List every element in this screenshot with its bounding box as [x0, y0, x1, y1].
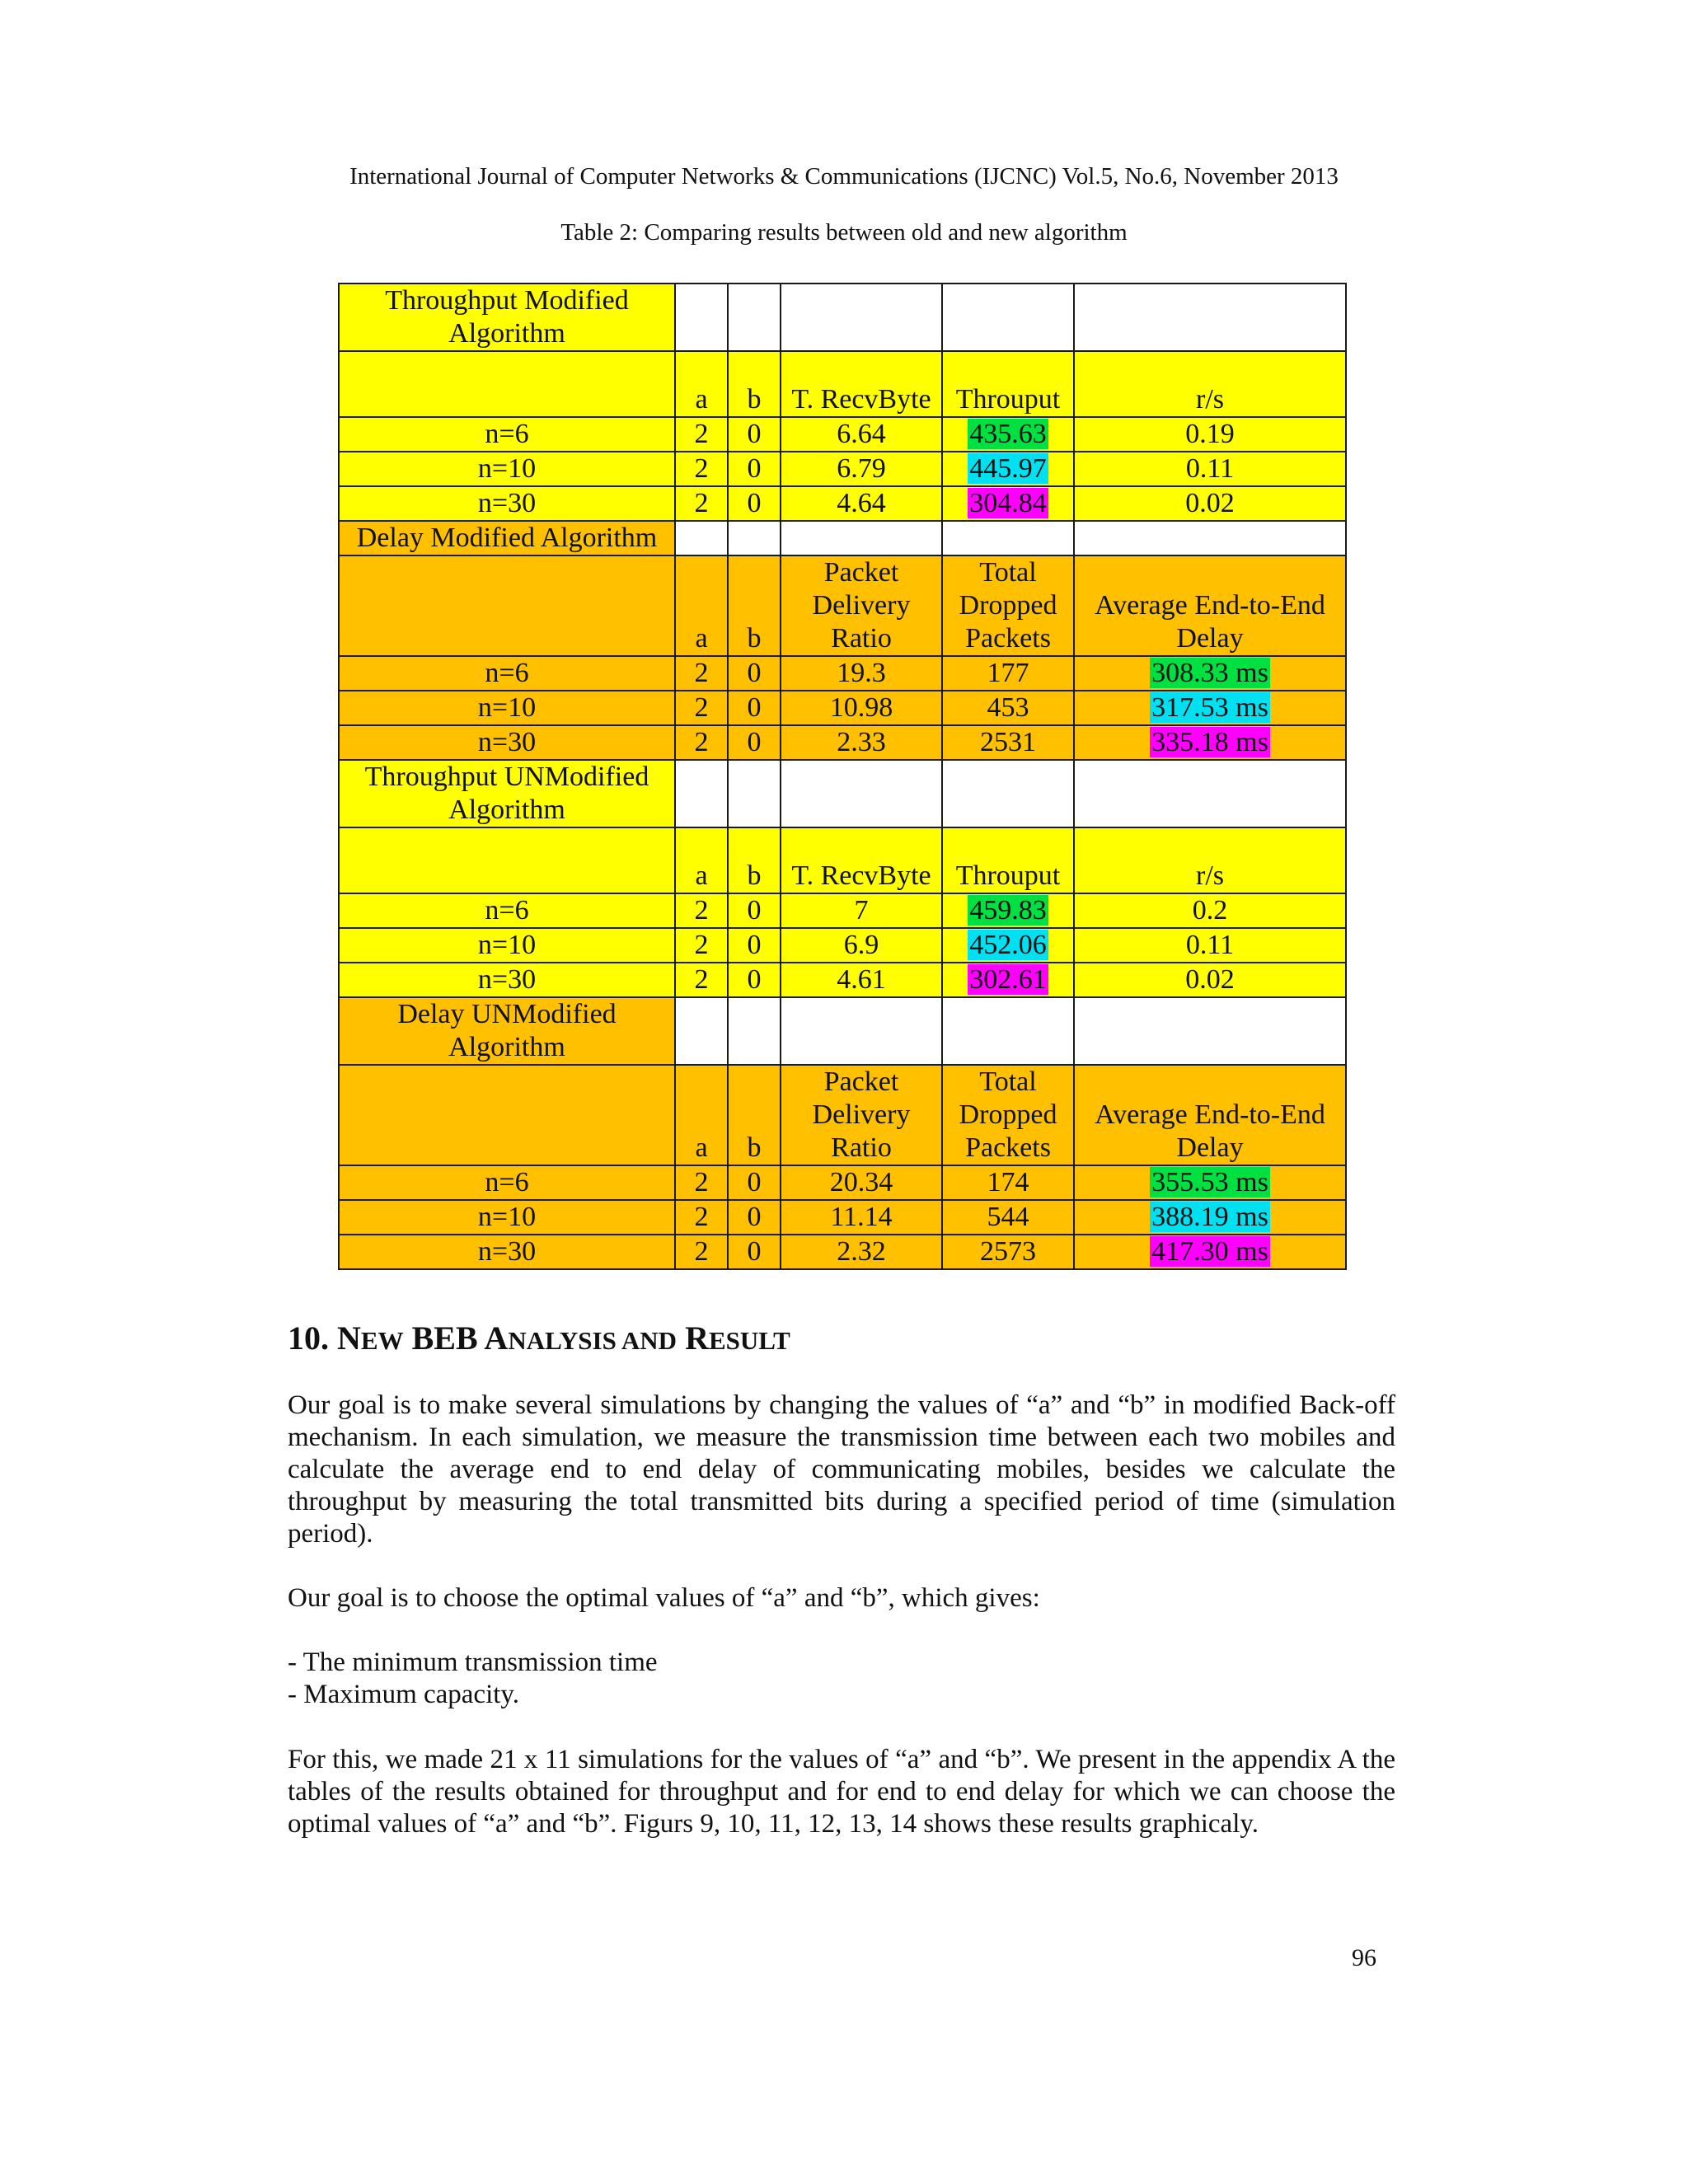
table-cell [339, 1065, 675, 1165]
header-rs: r/s [1074, 827, 1346, 893]
header-delay: Average End-to-End Delay [1074, 555, 1346, 656]
table-cell: 0 [728, 1165, 781, 1200]
table-cell: 2 [675, 1200, 728, 1235]
table-cell [942, 284, 1074, 351]
table-cell: 0 [728, 963, 781, 997]
highlight-magenta: 335.18 ms [1151, 727, 1268, 757]
table-cell [1074, 284, 1346, 351]
table-cell: 0.11 [1074, 928, 1346, 963]
table-cell: n=30 [339, 1235, 675, 1269]
table-row [339, 725, 1346, 760]
header-a: a [675, 351, 728, 417]
heading-part: BEB [403, 1319, 485, 1357]
table-cell [942, 963, 1074, 997]
results-table [338, 283, 1347, 1270]
table-row [339, 893, 1346, 928]
section-title-row [339, 997, 1346, 1065]
table-cell: 0 [728, 928, 781, 963]
table-cell [1074, 656, 1346, 691]
header-recvbyte: T. RecvByte [781, 827, 942, 893]
table-cell [675, 284, 728, 351]
table-cell: 0 [728, 656, 781, 691]
table-caption: Table 2: Comparing results between old and new algorithm [560, 219, 1128, 246]
table-cell [675, 760, 728, 827]
table-cell: n=6 [339, 1165, 675, 1200]
heading-part: 10. [288, 1319, 329, 1357]
paragraph-3: For this, we made 21 x 11 simulations for the values of “a” and “b”. We present in the appendix A the tables of the results obtained for throughput and for end to end delay for which we can choose the optimal values of “a” and “b”. Figurs 9, 10, 11, 12, 13, 14 shows these results graphicaly. [288, 1745, 1395, 1839]
highlight-magenta: 304.84 [969, 488, 1047, 518]
table-cell: 2.33 [781, 725, 942, 760]
header-dropped: Total Dropped Packets [942, 555, 1074, 656]
header-pdr: Packet Delivery Ratio [781, 1065, 942, 1165]
table-cell: 0 [728, 1235, 781, 1269]
section-title-row [339, 521, 1346, 555]
table-cell [728, 521, 781, 555]
table-cell: 2 [675, 656, 728, 691]
table-cell: 2 [675, 417, 728, 452]
table-cell: 0 [728, 691, 781, 725]
table-row [339, 656, 1346, 691]
header-a: a [675, 555, 728, 656]
table-cell: 453 [942, 691, 1074, 725]
heading-part: EW [360, 1326, 404, 1355]
page-number: 96 [1352, 1944, 1376, 1971]
table-cell: n=10 [339, 1200, 675, 1235]
header-a: a [675, 827, 728, 893]
table-cell: 2 [675, 691, 728, 725]
table-cell [675, 997, 728, 1065]
highlight-green: 435.63 [969, 419, 1047, 449]
table-row [339, 486, 1346, 521]
highlight-magenta: 302.61 [969, 964, 1047, 995]
table-cell [942, 417, 1074, 452]
table-cell [1074, 725, 1346, 760]
table-cell [942, 760, 1074, 827]
section-title: Throughput Modified Algorithm [339, 284, 675, 351]
highlight-cyan: 388.19 ms [1151, 1202, 1268, 1232]
table-row [339, 1200, 1346, 1235]
table-cell [675, 521, 728, 555]
table-cell: 2 [675, 1235, 728, 1269]
section-title: Delay UNModified Algorithm [339, 997, 675, 1065]
table-cell: 174 [942, 1165, 1074, 1200]
table-cell: 2573 [942, 1235, 1074, 1269]
table-cell [339, 827, 675, 893]
table-cell [942, 486, 1074, 521]
table-row [339, 691, 1346, 725]
table-cell: 4.61 [781, 963, 942, 997]
table-cell [781, 997, 942, 1065]
highlight-cyan: 452.06 [969, 930, 1047, 960]
highlight-green: 355.53 ms [1151, 1167, 1268, 1197]
header-throughput: Throuput [942, 827, 1074, 893]
section-heading [288, 1319, 790, 1361]
table-row [339, 417, 1346, 452]
table-cell: n=6 [339, 417, 675, 452]
table-row [339, 1165, 1346, 1200]
table-cell: 544 [942, 1200, 1074, 1235]
bullet-item: - The minimum transmission time [288, 1647, 658, 1677]
table-cell: 0 [728, 893, 781, 928]
table-cell: 2 [675, 963, 728, 997]
heading-part: R [677, 1319, 709, 1357]
table-cell [781, 760, 942, 827]
table-cell: 2 [675, 928, 728, 963]
table-cell: n=10 [339, 928, 675, 963]
table-cell: 0 [728, 417, 781, 452]
table-cell [942, 452, 1074, 486]
table-cell: 20.34 [781, 1165, 942, 1200]
heading-part: N [337, 1319, 361, 1357]
heading-part: A [484, 1319, 509, 1357]
table-cell: n=10 [339, 691, 675, 725]
table-cell [1074, 521, 1346, 555]
highlight-cyan: 445.97 [969, 453, 1047, 484]
header-dropped: Total Dropped Packets [942, 1065, 1074, 1165]
highlight-cyan: 317.53 ms [1151, 692, 1268, 723]
paragraph-1: Our goal is to make several simulations by changing the values of “a” and “b” in modified Back-off mechanism. In each simulation, we measure the transmission time between each two mobiles and calculate the average end to end delay of communicating mobiles, besides we calculate the throughput by measuring the total transmitted bits during a specified period of time (simulation period). [288, 1390, 1395, 1549]
table-cell: n=6 [339, 893, 675, 928]
table-cell [1074, 1200, 1346, 1235]
table-cell: 11.14 [781, 1200, 942, 1235]
header-b: b [728, 351, 781, 417]
header-recvbyte: T. RecvByte [781, 351, 942, 417]
table-cell: 6.64 [781, 417, 942, 452]
table-cell [728, 760, 781, 827]
table-cell: 0 [728, 725, 781, 760]
header-b: b [728, 1065, 781, 1165]
header-b: b [728, 827, 781, 893]
table-cell: 0.19 [1074, 417, 1346, 452]
table-cell: 2 [675, 893, 728, 928]
table-row [339, 452, 1346, 486]
column-header-row [339, 827, 1346, 893]
table-cell [1074, 691, 1346, 725]
table-row [339, 928, 1346, 963]
section-title-row [339, 760, 1346, 827]
table-cell: 2 [675, 452, 728, 486]
table-cell: 0.02 [1074, 486, 1346, 521]
table-cell: 0.02 [1074, 963, 1346, 997]
journal-header: International Journal of Computer Networks & Communications (IJCNC) Vol.5, No.6, November 2013 [349, 163, 1339, 190]
table-cell: 6.9 [781, 928, 942, 963]
table-cell: 0.2 [1074, 893, 1346, 928]
table-cell: 0 [728, 452, 781, 486]
section-title-row [339, 284, 1346, 351]
section-title: Throughput UNModified Algorithm [339, 760, 675, 827]
table-cell [781, 521, 942, 555]
heading-part: NALYSIS AND [508, 1326, 678, 1355]
table-cell: 177 [942, 656, 1074, 691]
table-cell [1074, 1235, 1346, 1269]
table-cell: n=30 [339, 725, 675, 760]
table-cell [1074, 1165, 1346, 1200]
table-cell: 2 [675, 725, 728, 760]
header-throughput: Throuput [942, 351, 1074, 417]
heading-part: ESULT [708, 1326, 790, 1355]
table-cell [1074, 997, 1346, 1065]
table-cell [728, 284, 781, 351]
header-b: b [728, 555, 781, 656]
table-cell: n=30 [339, 963, 675, 997]
section-title: Delay Modified Algorithm [339, 521, 675, 555]
paragraph-2: Our goal is to choose the optimal values of “a” and “b”, which gives: [288, 1583, 1040, 1613]
table-cell: n=30 [339, 486, 675, 521]
column-header-row [339, 555, 1346, 656]
table-cell [942, 521, 1074, 555]
table-cell: 2.32 [781, 1235, 942, 1269]
table-cell: n=10 [339, 452, 675, 486]
highlight-green: 308.33 ms [1151, 658, 1268, 688]
header-delay: Average End-to-End Delay [1074, 1065, 1346, 1165]
header-a: a [675, 1065, 728, 1165]
table-cell [942, 997, 1074, 1065]
table-cell: 2 [675, 1165, 728, 1200]
header-rs: r/s [1074, 351, 1346, 417]
table-row [339, 963, 1346, 997]
table-cell: 0 [728, 1200, 781, 1235]
highlight-green: 459.83 [969, 895, 1047, 926]
table-cell: 6.79 [781, 452, 942, 486]
table-cell: 19.3 [781, 656, 942, 691]
header-pdr: Packet Delivery Ratio [781, 555, 942, 656]
column-header-row [339, 351, 1346, 417]
table-cell: 10.98 [781, 691, 942, 725]
highlight-magenta: 417.30 ms [1151, 1236, 1268, 1267]
table-cell: 7 [781, 893, 942, 928]
table-cell [1074, 760, 1346, 827]
table-cell: 0 [728, 486, 781, 521]
table-cell [728, 997, 781, 1065]
table-cell [781, 284, 942, 351]
table-cell: 2531 [942, 725, 1074, 760]
table-cell [339, 555, 675, 656]
table-row [339, 1235, 1346, 1269]
table-cell: 2 [675, 486, 728, 521]
table-cell [339, 351, 675, 417]
bullet-item: - Maximum capacity. [288, 1680, 520, 1709]
table-cell: 0.11 [1074, 452, 1346, 486]
table-cell [942, 928, 1074, 963]
column-header-row [339, 1065, 1346, 1165]
table-cell [942, 893, 1074, 928]
table-cell: n=6 [339, 656, 675, 691]
table-cell: 4.64 [781, 486, 942, 521]
